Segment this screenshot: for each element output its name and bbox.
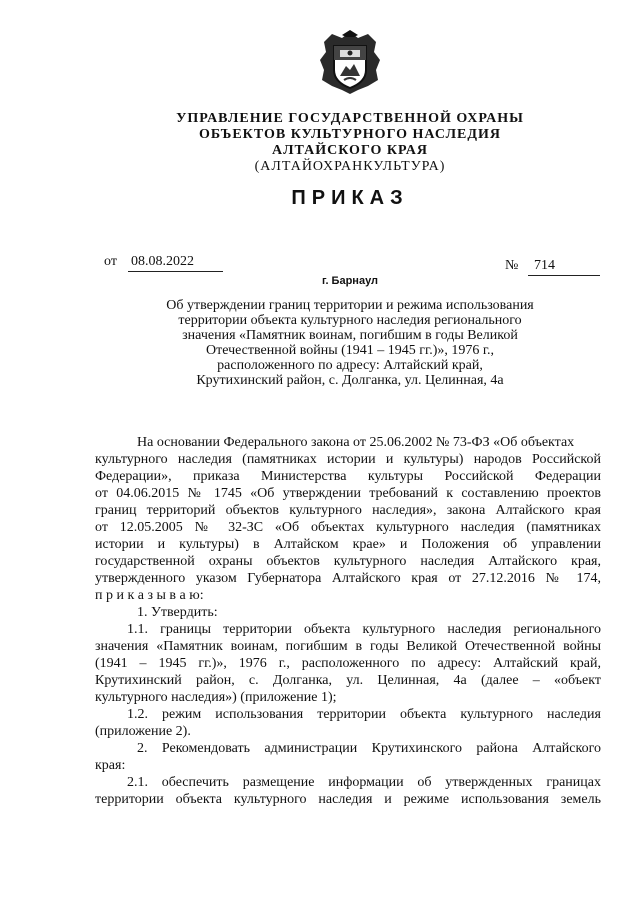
agency-name-line-1: УПРАВЛЕНИЕ ГОСУДАРСТВЕННОЙ ОХРАНЫ (176, 111, 524, 126)
body-line: 1.2. режим использования территории объекта культурного наследия (127, 707, 601, 722)
agency-abbreviation: (АЛТАЙОХРАНКУЛЬТУРА) (254, 159, 446, 174)
body-line: истории и культуры) в Алтайском крае» и Положения об управлении (95, 537, 601, 552)
body-line: культурного наследия (памятниках истории и культуры) народов Российской (95, 452, 601, 467)
title-line: территории объекта культурного наследия регионального (178, 313, 522, 328)
title-line: расположенного по адресу: Алтайский край, (217, 358, 483, 373)
body-line: 1.1. границы территории объекта культурного наследия регионального (127, 622, 601, 637)
body-line: На основании Федерального закона от 25.06.2002 № 73-ФЗ «Об объектах (137, 435, 575, 450)
title-line: Крутихинский район, с. Долганка, ул. Целинная, 4а (196, 373, 504, 388)
body-line: Крутихинский район, с. Долганка, ул. Целинная, 4а (далее – «объект (95, 673, 601, 688)
body-line: 1. Утвердить: (137, 605, 218, 620)
number-prefix: № (505, 258, 519, 273)
body-line: от 12.05.2005 № 32-ЗС «Об объектах культурного наследия (памятниках (95, 520, 601, 535)
body-line: культурного наследия») (приложение 1); (95, 690, 337, 705)
agency-name-line-3: АЛТАЙСКОГО КРАЯ (271, 143, 429, 158)
body-line: от 04.06.2015 № 1745 «Об утверждении требований к составлению проектов (95, 486, 601, 501)
document-title (130, 298, 570, 388)
body-line: п р и к а з ы в а ю: (95, 588, 204, 603)
body-line: 2. Рекомендовать администрации Крутихинского района Алтайского (137, 741, 601, 756)
document-body (95, 434, 601, 808)
coat-of-arms-icon (318, 30, 382, 96)
order-date: 08.08.2022 (128, 253, 223, 272)
body-line: Федерации», приказа Министерства культуры Российской Федерации (95, 469, 601, 484)
body-line: значения «Памятник воинам, погибшим в годы Великой Отечественной войны (95, 639, 601, 654)
order-number: 714 (528, 257, 600, 276)
agency-name-line-2: ОБЪЕКТОВ КУЛЬТУРНОГО НАСЛЕДИЯ (199, 127, 501, 142)
body-line: края: (95, 758, 126, 773)
title-line: значения «Памятник воинам, погибшим в годы Великой (182, 328, 518, 343)
body-line: территории объекта культурного наследия и режиме использования земель (95, 792, 601, 807)
title-line: Отечественной войны (1941 – 1945 гг.)», 1976 г., (205, 343, 495, 358)
body-line: государственной охраны объектов культурного наследия Алтайского края, (95, 554, 601, 569)
body-line: границ территорий объектов культурного наследия», закона Алтайского края (95, 503, 601, 518)
document-type-heading: ПРИКАЗ (291, 187, 409, 209)
date-prefix: от (104, 254, 117, 269)
body-line: (1941 – 1945 гг.)», 1976 г., расположенного по адресу: Алтайский край, (95, 656, 601, 671)
body-line: (приложение 2). (95, 724, 191, 739)
city: г. Барнаул (321, 275, 379, 287)
body-line: 2.1. обеспечить размещение информации об утвержденных границах (127, 775, 601, 790)
title-line: Об утверждении границ территории и режима использования (166, 298, 534, 313)
body-line: утвержденного указом Губернатора Алтайского края от 27.12.2016 № 174, (95, 571, 601, 586)
